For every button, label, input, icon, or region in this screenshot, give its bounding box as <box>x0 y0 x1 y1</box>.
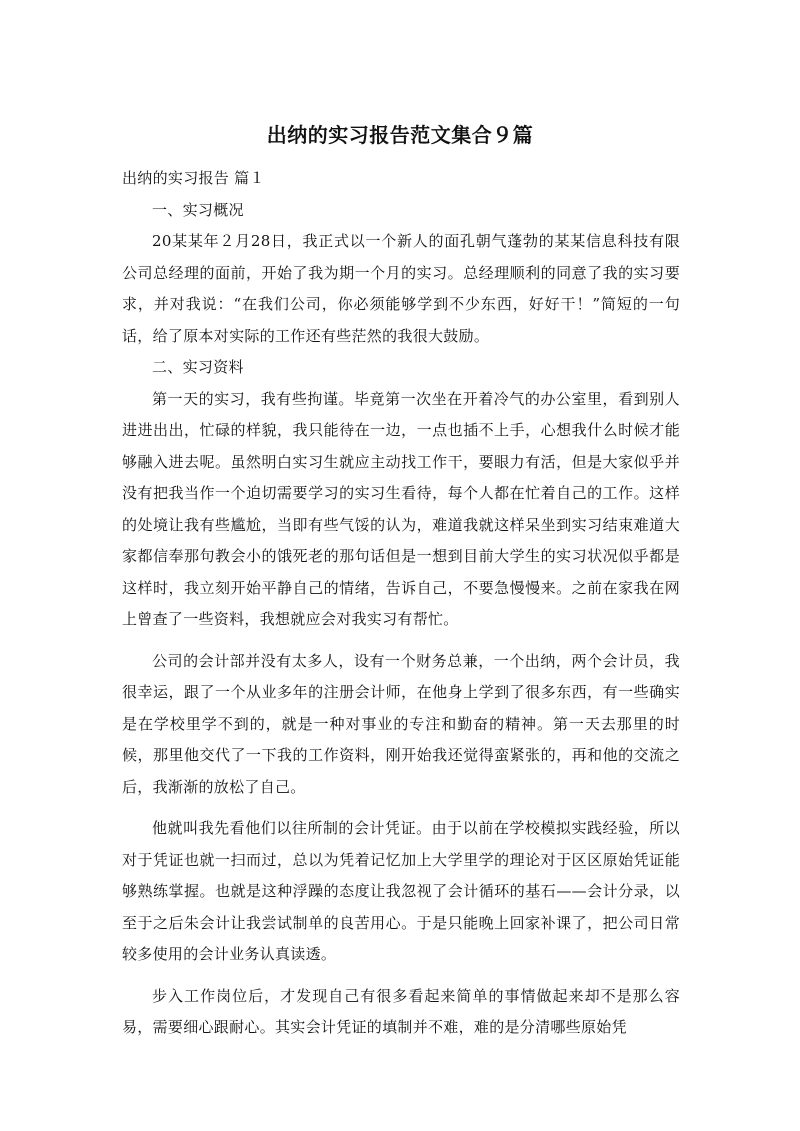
document-body <box>122 163 680 1044</box>
paragraph-5: 步入工作岗位后，才发现自己有很多看起来简单的事情做起来却不是那么容易，需要细心跟耐心。其实会计凭证的填制并不难，难的是分清哪些原始凭 <box>122 986 680 1036</box>
paragraph-3: 公司的会计部并没有太多人，设有一个财务总兼，一个出纳，两个会计员，我很幸运，跟了一个从业多年的注册会计师，在他身上学到了很多东西，有一些确实是在学校里学不到的，就是一种对事业的专注和勤奋的精神。第一天去那里的时候，那里他交代了一下我的工作资料，刚开始我还觉得蛮紧张的，再和他的交流之后，我渐渐的放松了自己。 <box>122 651 680 796</box>
paragraph-4: 他就叫我先看他们以往所制的会计凭证。由于以前在学校模拟实践经验，所以对于凭证也就一扫而过，总以为凭着记忆加上大学里学的理论对于区区原始凭证能够熟练掌握。也就是这种浮躁的态度让我忽视了会计循环的基石——会计分录，以至于之后朱会计让我尝试制单的良苦用心。于是只能晚上回家补课了，把公司日常较多使用的会计业务认真读透。 <box>122 819 680 963</box>
paragraph-2: 第一天的实习，我有些拘谨。毕竟第一次坐在开着冷气的办公室里，看到别人进进出出，忙碌的样貌，我只能待在一边，一点也插不上手，心想我什么时候才能够融入进去呢。虽然明白实习生就应主动找工作干，要眼力有活，但是大家似乎并没有把我当作一个迫切需要学习的实习生看待，每个人都在忙着自己的工作。这样的处境让我有些尴尬，当即有些气馁的认为，难道我就这样呆坐到实习结束难道大家都信奉那句教会小的饿死老的那句话但是一想到目前大学生的实习状况似乎都是这样时，我立刻开始平静自己的情绪，告诉自己，不要急慢慢来。之前在家我在网上曾查了一些资料，我想就应会对我实习有帮忙。 <box>122 389 680 628</box>
section-heading-overview: 一、实习概况 <box>152 200 244 219</box>
document-title: 出纳的实习报告范文集合９篇 <box>266 123 534 147</box>
paragraph-1: 20某某年２月28日，我正式以一个新人的面孔朝气蓬勃的某某信息科技有限公司总经理的面前，开始了我为期一个月的实习。总经理顺利的同意了我的实习要求，并对我说：“在我们公司，你必须能够学到不少东西，好好干！”简短的一句话，给了原本对实际的工作还有些茫然的我很大鼓励。 <box>122 232 680 345</box>
report-heading: 出纳的实习报告 篇１ <box>122 169 265 187</box>
section-heading-content: 二、实习资料 <box>152 358 244 376</box>
